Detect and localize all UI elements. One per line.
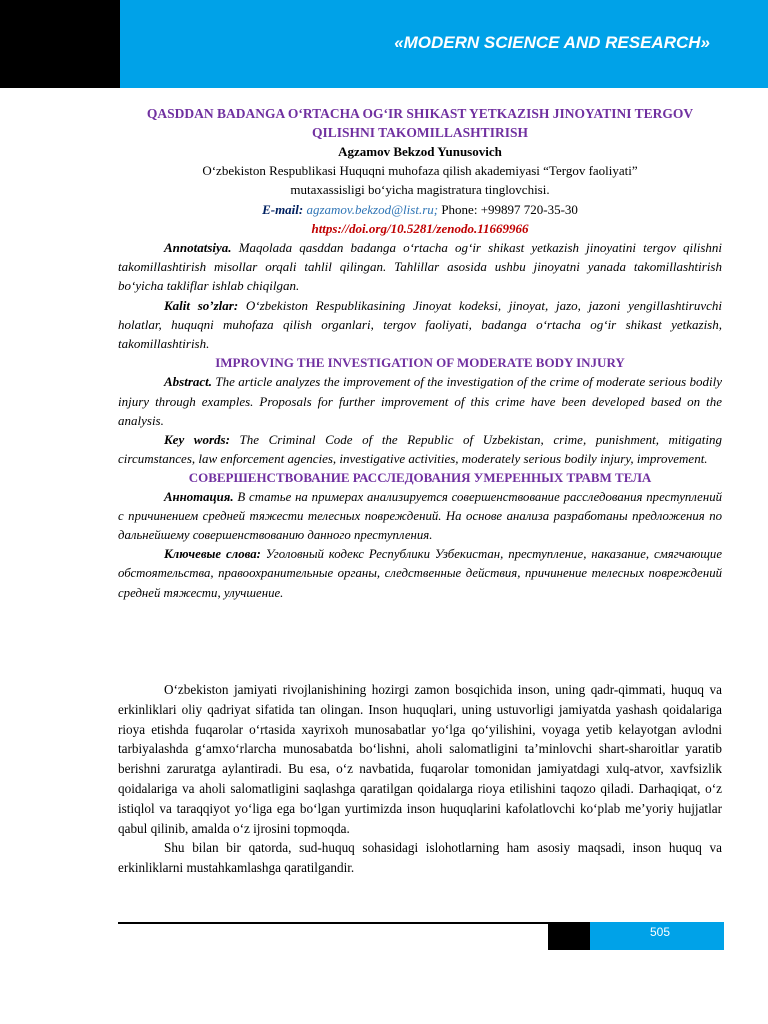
article-title-uz: QASDDAN BADANGA O‘RTACHA OG‘IR SHIKAST YETKAZISH JINOYATINI TERGOV QILISHNI TAKOMILLASHTIRISH (146, 106, 694, 140)
abstract-en (118, 372, 722, 430)
footer-black-block (548, 922, 590, 950)
footer-rule (118, 922, 590, 924)
article-body (118, 680, 722, 878)
body-paragraph-2: Shu bilan bir qatorda, sud-huquq sohasidagi islohotlarning ham asosiy maqsadi, inson huquq va erkinliklarni mustahkamlashga qaratilgandir. (118, 840, 722, 876)
email-label: E-mail: (262, 201, 304, 217)
abstract-en-label: Abstract. (164, 374, 213, 390)
keywords-ru-text: Уголовный кодекс Республики Узбекистан, преступление, наказание, смягчающие обстоятельства, правоохранительные органы, следственные действия, причинение телесных повреждений средней тяжести, улучшение. (118, 547, 723, 600)
article-title-en: IMPROVING THE INVESTIGATION OF MODERATE BODY INJURY (215, 355, 625, 371)
body-paragraph-1: O‘zbekiston jamiyati rivojlanishining hozirgi zamon bosqichida inson, uning qadr-qimmati, huquq va erkinliklari oliy qadriyat sifatida tan olingan. Inson huquqlari, uning ustuvorligi jamiyatda yashash qoidalariga rioya etishda fuqarolar o‘rtasida xayrixoh munosabatlar yo‘lga qo‘yilishini, voyaga yetib kelayotgan avlodni tarbiyalashda g‘amxo‘rlarcha munosabatda bo‘lishni, aholi salomatligini ta’minlovchi shart-sharoitlar yaratib berishni zaruratga aylantiradi. Bu esa, o‘z navbatida, fuqarolar tomonidan jamiyatdagi xulq-atvor, xavfsizlik qoidalariga va aholi salomatligini saqlashga qaratilgan qoidalarga rioya etilishini taqozo qiladi. Darhaqiqat, o‘z istiqlol va taraqqiyot yo‘liga ega bo‘lgan yurtimizda inson huquqlarini kafolatlovchi ko‘plab me’yoriy hujjatlar qabul qilinib, amalda o‘z ijrosini topmoqda. (118, 682, 722, 836)
keywords-ru-label: Ключевые слова: (164, 547, 261, 562)
keywords-ru (118, 545, 722, 603)
abstract-en-text: The article analyzes the improvement of the investigation of the crime of moderate serious bodily injury through examples. Proposals for further improvement of this crime have been developed based on the analysis. (118, 374, 723, 428)
author-name: Agzamov Bekzod Yunusovich (338, 144, 502, 159)
contact-line (118, 200, 722, 219)
keywords-uz (118, 296, 722, 354)
annotation-uz-label: Annotatsiya. (164, 240, 232, 256)
annotation-uz (118, 238, 722, 296)
page-number: 505 (649, 925, 671, 939)
keywords-uz-label: Kalit so’zlar: (164, 297, 239, 313)
phone-text: Phone: +99897 720-35-30 (441, 201, 578, 217)
email-link[interactable]: agzamov.bekzod@list.ru; (306, 201, 439, 217)
article-title-ru: СОВЕРШЕНСТВОВАНИЕ РАССЛЕДОВАНИЯ УМЕРЕННЫХ ТРАВМ ТЕЛА (188, 470, 652, 486)
keywords-en-label: Key words: (164, 432, 230, 448)
annotation-uz-text: Maqolada qasddan badanga o‘rtacha og‘ir shikast yetkazish jinoyatini tergov qilishni takomillashtirish misollar orqali tahlil qilingan. Tahlillar asosida ushbu jinoyatni yanada takomillashtirish bo‘yicha takliflar ishlab chiqilgan. (118, 240, 722, 294)
annotation-ru (118, 488, 722, 546)
keywords-uz-text: O‘zbekiston Respublikasining Jinoyat kodeksi, jinoyat, jazo, jazoni yengillashtiruvchi holatlar, huquqni muhofaza qilish organlari, tergov faoliyati, badanga o‘rtacha og‘ir shikast yetkazish, takomillashtirish. (118, 297, 722, 352)
keywords-en (118, 430, 722, 468)
annotation-ru-text: В статье на примерах анализируется совершенствование расследования преступлений с причинением средней тяжести телесных повреждений. На основе анализа разработаны предложения по дальнейшему совершенствованию данного преступления. (118, 489, 722, 543)
keywords-en-text: The Criminal Code of the Republic of Uzbekistan, crime, punishment, mitigating circumstances, law enforcement agencies, investigative activities, moderately serious bodily injury, improvement. (118, 432, 722, 467)
annotation-ru-label: Аннотация. (164, 489, 234, 504)
affiliation-line-1: O‘zbekiston Respublikasi Huquqni muhofaza qilish akademiyasi “Tergov faoliyati” (202, 163, 638, 179)
journal-title: «MODERN SCIENCE AND RESEARCH» (394, 33, 710, 52)
affiliation-line-2: mutaxassisligi bo‘yicha magistratura tinglovchisi. (290, 182, 550, 198)
header-black-block (0, 0, 120, 88)
doi-link[interactable]: https://doi.org/10.5281/zenodo.11669966 (311, 220, 529, 236)
article-front-matter (118, 104, 722, 603)
